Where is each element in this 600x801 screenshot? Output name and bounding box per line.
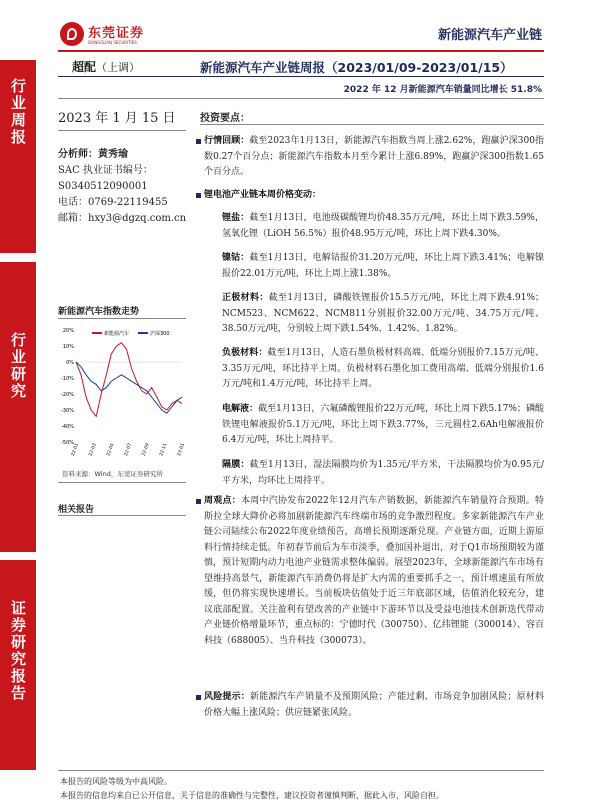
- company-logo: [60, 20, 160, 48]
- side-label-report: 证券研究报告: [0, 560, 36, 770]
- y-tick-label: -20%: [61, 391, 74, 398]
- logo-name-en: DONGGUAN SECURITIES: [88, 40, 137, 45]
- footer-risk-level: 本报告的风险等级为中高风险。: [60, 777, 172, 786]
- related-reports-title: 相关报告: [58, 505, 95, 515]
- header-title: 新能源汽车产业链: [437, 28, 542, 43]
- legend-swatch-hs300: [138, 332, 148, 334]
- x-tick-label: 23-01: [176, 442, 186, 457]
- price-anode: 负极材料：截至1月13日，人造石墨负极材料高端、低端分别报价7.15万元/吨、3.35万元/吨，环比持平上周。负极材料石墨化加工费用高端、低端分别报价1.6万元/吨和1.4万元/吨，环比持平上周。: [222, 348, 544, 389]
- price-separator: 隔膜：截至1月13日，湿法隔膜均价为1.35元/平方米，干法隔膜均价为0.95元/平方米，均环比上周持平。: [222, 460, 544, 486]
- price-lithium-salt: 锂盐：截至1月13日，电池级碳酸锂均价48.35万元/吨，环比上周下跌3.59%，氢氧化锂（LiOH 56.5%）报价48.95万元/吨，环比上周下跌4.30%。: [222, 213, 544, 239]
- rating: [72, 58, 140, 75]
- price-electrolyte: 电解液：截至1月13日，六氟磷酸锂报价22万元/吨，环比上周下跌5.17%；磷酸铁锂电解液报价5.1万元/吨，环比上周下跌3.77%，三元圆柱2.6Ah电解液报价6.4万元/吨，环比上周持平。: [222, 404, 544, 445]
- cert-label: SAC 执业证书编号：: [58, 165, 153, 176]
- chart-divider-bottom: [58, 482, 186, 483]
- y-tick-label: -50%: [61, 439, 74, 446]
- side-label-research: 行业研究: [0, 262, 36, 552]
- side-label-weekly: 行业周报: [0, 60, 36, 253]
- analyst-email: 邮箱：hxy3@dgzq.com.cn: [58, 213, 187, 224]
- y-tick-label: -40%: [61, 423, 74, 430]
- bullet-risk: 风险提示：新能源汽车产销量不及预期风险；产能过剩、市场竞争加剧风险；原材料价格大幅上涨风险；供应链紧张风险。: [204, 690, 544, 721]
- price-nickel-cobalt: 镍钴：截至1月13日，电解钴报价31.20万元/吨，环比上周下跌3.41%；电解镍报价22.01万元/吨，环比上周上涨1.38%。: [222, 253, 544, 279]
- analyst-name: 黄秀瑜: [98, 149, 128, 160]
- y-tick-label: -10%: [61, 375, 74, 382]
- bullet-square-icon: [196, 139, 201, 144]
- bullet-square-icon: [196, 499, 201, 504]
- sub-headline: 2022 年 12 月新能源汽车销量同比增长 51.8%: [343, 85, 542, 95]
- logo-name: 东莞证券: [88, 26, 145, 41]
- x-tick-label: 22-03: [88, 442, 98, 457]
- key-points-divider: [200, 124, 544, 125]
- index-trend-chart: [58, 324, 186, 464]
- analyst-label: 分析师：: [58, 149, 98, 160]
- x-tick-label: 22-07: [123, 442, 134, 457]
- bullet-square-icon: [196, 695, 201, 700]
- header-divider: [58, 50, 544, 52]
- report-title: 新能源汽车产业链周报（2023/01/09-2023/01/15）: [200, 60, 513, 75]
- footer-disclaimer: 本报告的信息均来自已公开信息，关于信息的准确性与完整性，建议投资者谨慎判断，据此入市，风险自担。: [60, 791, 444, 800]
- bullet-price-changes: 锂电池产业链本周价格变动：: [204, 188, 544, 204]
- related-divider: [58, 515, 186, 516]
- y-tick-label: 20%: [62, 327, 74, 334]
- x-tick-label: 22-11: [159, 442, 169, 457]
- bullet-weekly-view: 周观点：本周中汽协发布2022年12月汽车产销数据，新能源汽车销量符合预期。特斯拉全球大降价必将加剧新能源汽车终端市场的竞争激烈程度。多家新能源汽车产业链公司陆续公布2022年度业绩预告，高增长预期逐渐兑现。产业链方面，近期上游原料行情持续走低。年初春节前后为车市淡季，叠加国补退出，对于Q1市场预期较为谨慎，预计短期内动力电池产业链需求整体偏弱。展望2023年，全球新能源汽车市场有望维持高景气，新能源汽车消费仍将是扩大内需的重要抓手之一，预计增速虽有所放缓，但仍将实现快速增长。当前板块估值处于近三年底部区域，估值消化较充分，建议底部配置。关注盈利有望改善的产业链中下游环节以及受益电池技术创新迭代带动产业链价格增量环节，重点标的：宁德时代（300750）、亿纬锂能（300014）、容百科技（688005）、当升科技（300073）。: [204, 494, 544, 649]
- price-cathode: 正极材料：截至1月13日，磷酸铁锂报价15.5万元/吨，环比上周下跌4.91%；NCM523、NCM622、NCM811分别报价32.00万元/吨、34.75万元/吨、38.50万元/吨，分别较上周下跌1.54%、1.42%、1.82%。: [222, 293, 544, 334]
- date-divider: [58, 130, 186, 131]
- logo-icon: [60, 22, 84, 46]
- chart-divider: [58, 318, 186, 319]
- chart-title: 新能源汽车指数走势: [58, 307, 140, 317]
- rating-main: 超配: [72, 60, 97, 74]
- y-tick-label: 10%: [62, 343, 74, 350]
- y-tick-label: -30%: [61, 407, 74, 414]
- bullet-square-icon: [196, 193, 201, 198]
- chart-source: 资料来源：Wind，东莞证券研究所: [62, 470, 163, 478]
- bullet-market-review: 行情回顾：截至2023年1月13日，新能源汽车指数当周上涨2.62%，跑赢沪深300指数0.27个百分点；新能源汽车指数本月至今累计上涨6.89%，跑赢沪深300指数1.65个百分点。: [204, 134, 544, 181]
- x-tick-label: 22-01: [70, 442, 81, 457]
- y-tick-label: 0%: [66, 359, 74, 366]
- x-tick-label: 22-05: [106, 442, 116, 457]
- x-tick-label: 22-09: [141, 442, 151, 457]
- title-divider: [58, 76, 544, 77]
- analyst-info: [58, 147, 186, 227]
- legend-swatch-nev: [92, 332, 102, 334]
- analyst-phone: 电话：0769-22119455: [58, 197, 168, 208]
- sub-divider: [58, 98, 544, 99]
- key-points-title: 投资要点：: [200, 113, 250, 124]
- series-line-1: [76, 362, 182, 413]
- rating-sub: （上调）: [96, 61, 141, 74]
- report-date: 2023 年 1 月 15 日: [58, 111, 176, 126]
- legend-label-nev: 新能源汽车: [104, 331, 130, 337]
- footer-divider: [58, 770, 544, 771]
- cert-number: S0340512090001: [58, 181, 148, 192]
- legend-label-hs300: 沪深300: [150, 331, 170, 337]
